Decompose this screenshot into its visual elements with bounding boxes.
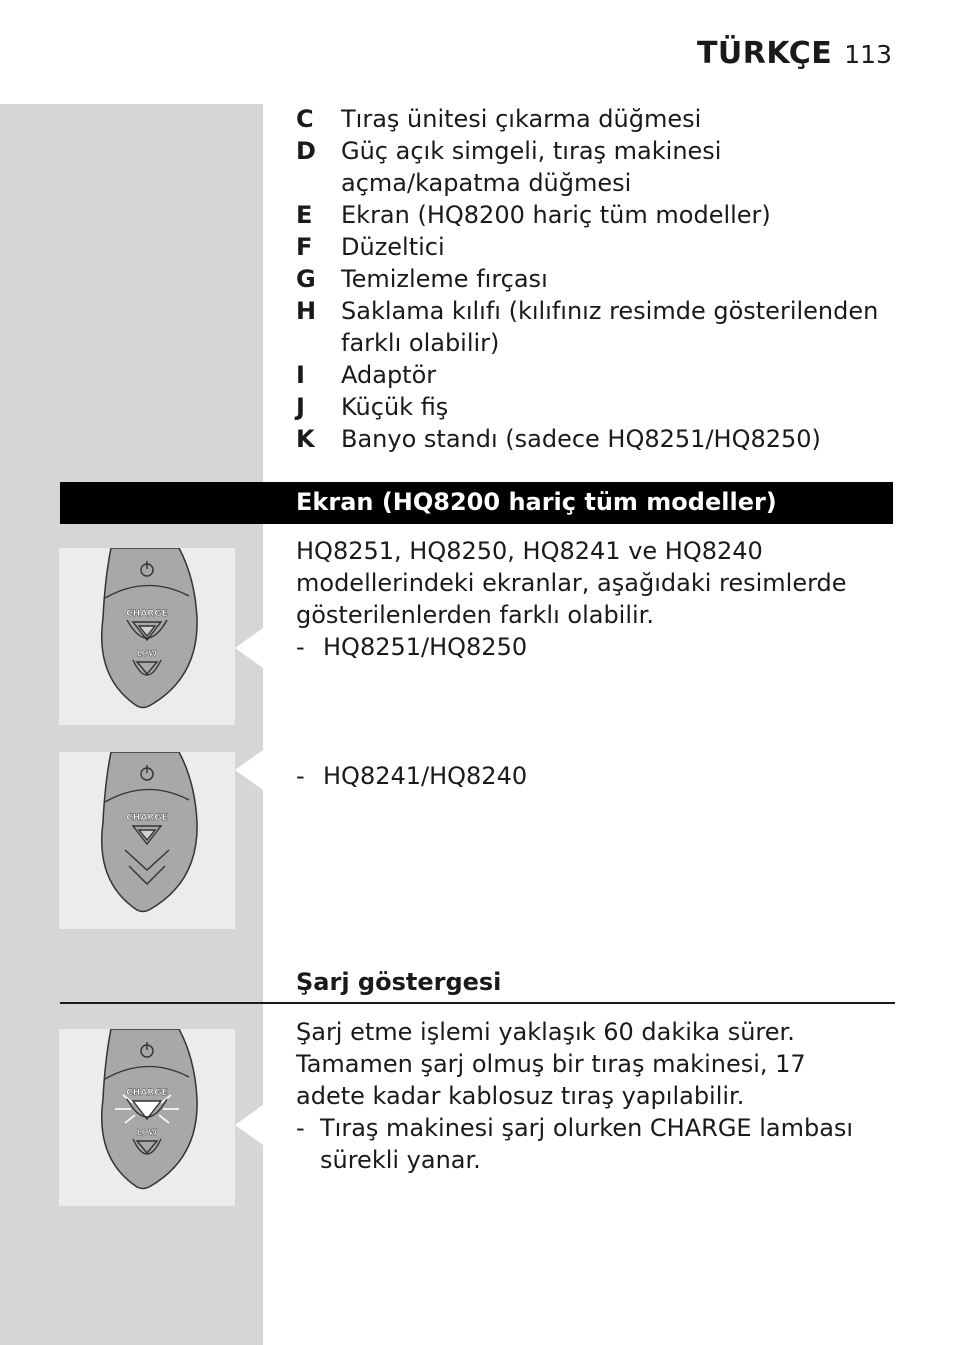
list-item [296, 359, 896, 391]
item-letter: F [296, 233, 313, 261]
charge-label: CHARGE [126, 1088, 168, 1098]
list-item [296, 391, 896, 423]
model-hq8251: HQ8251/HQ8250 [323, 633, 528, 661]
list-item [296, 423, 896, 455]
page-header [697, 36, 892, 71]
figure-pointer [235, 1105, 263, 1145]
list-item [296, 295, 896, 359]
section-heading-bar [60, 482, 893, 524]
model-hq8241: HQ8241/HQ8240 [323, 762, 528, 790]
shaver-display-illustration [59, 548, 235, 725]
item-letter: E [296, 201, 313, 229]
language-title: TÜRKÇE [696, 36, 833, 71]
display-figure-hq8251 [59, 548, 235, 725]
list-item [296, 263, 896, 295]
item-text: Tıraş ünitesi çıkarma düğmesi [341, 105, 702, 133]
item-letter: I [296, 361, 305, 389]
item-letter: J [296, 393, 305, 421]
item-text: Düzeltici [341, 233, 445, 261]
list-item [296, 199, 896, 231]
section-heading-charge: Şarj göstergesi [296, 968, 502, 996]
low-label: LOW [136, 1128, 158, 1137]
list-item [296, 231, 896, 263]
model-list-2 [296, 760, 527, 792]
item-letter: H [296, 297, 317, 325]
item-text: Temizleme fırçası [341, 265, 548, 293]
item-text: Banyo standı (sadece HQ8251/HQ8250) [341, 425, 821, 453]
charge-label: CHARGE [126, 609, 168, 619]
list-item [296, 103, 896, 135]
item-letter: C [296, 105, 314, 133]
item-text: Ekran (HQ8200 hariç tüm modeller) [341, 201, 771, 229]
item-text: Güç açık simgeli, tıraş makinesi açma/kapatma düğmesi [341, 137, 722, 197]
section-divider [60, 1002, 895, 1004]
list-item: - Tıraş makinesi şarj olurken CHARGE lambası sürekli yanar. [296, 1112, 856, 1176]
item-letter: D [296, 137, 316, 165]
list-item: - HQ8241/HQ8240 [296, 762, 528, 790]
parts-list [296, 103, 896, 455]
charge-figure [59, 1029, 235, 1206]
charge-intro [296, 1016, 856, 1176]
list-item [296, 135, 896, 199]
item-letter: G [296, 265, 316, 293]
shaver-display-illustration [59, 1029, 235, 1206]
page-number: 113 [844, 40, 892, 69]
figure-pointer [235, 750, 263, 790]
display-intro-text: HQ8251, HQ8250, HQ8241 ve HQ8240 modellerindeki ekranlar, aşağıdaki resimlerde gösterilenlerden farklı olabilir. [296, 537, 847, 629]
low-label: LOW [136, 649, 158, 658]
display-intro [296, 535, 866, 663]
figure-pointer [235, 628, 263, 668]
charge-bullet-text: Tıraş makinesi şarj olurken CHARGE lambası sürekli yanar. [320, 1114, 854, 1174]
display-figure-hq8241 [59, 752, 235, 929]
charge-label: CHARGE [126, 813, 168, 823]
item-text: Saklama kılıfı (kılıfınız resimde gösterilenden farklı olabilir) [341, 297, 879, 357]
section-heading-display: Ekran (HQ8200 hariç tüm modeller) [296, 488, 777, 516]
list-item: - HQ8251/HQ8250 [296, 633, 528, 661]
item-letter: K [296, 425, 315, 453]
charge-intro-text: Şarj etme işlemi yaklaşık 60 dakika sürer. Tamamen şarj olmuş bir tıraş makinesi, 17 adete kadar kablosuz tıraş yapılabilir. [296, 1018, 806, 1110]
item-text: Küçük fiş [341, 393, 449, 421]
shaver-display-illustration [59, 752, 235, 929]
item-text: Adaptör [341, 361, 437, 389]
